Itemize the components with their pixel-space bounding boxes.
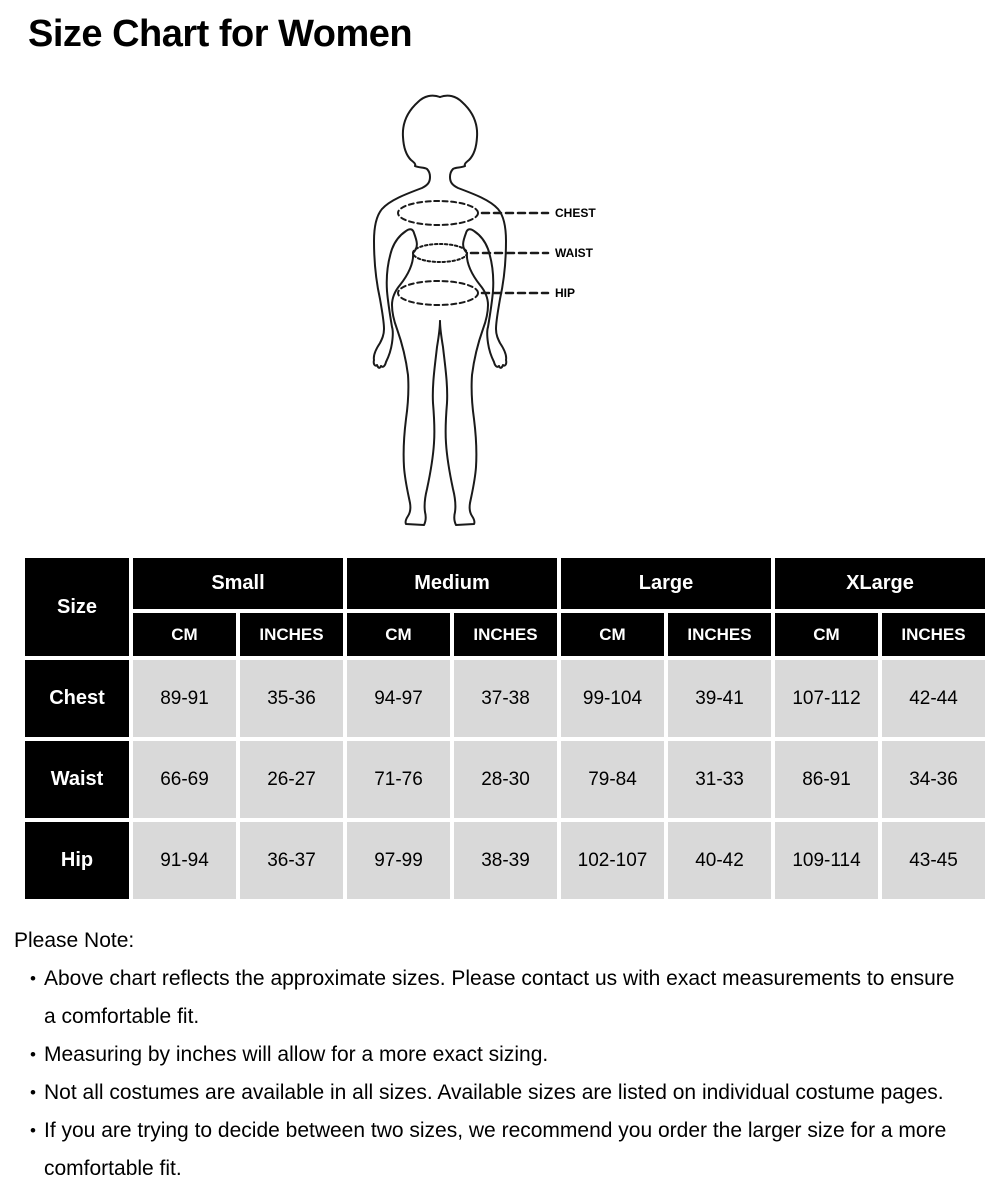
cell-chest-large-cm: 99-104 [561, 660, 664, 737]
cell-chest-xlarge-cm: 107-112 [775, 660, 878, 737]
cell-hip-medium-inches: 38-39 [454, 822, 557, 899]
note-item-1 [14, 960, 960, 1036]
chest-ellipse [398, 201, 478, 225]
size-group-header-medium: Medium [347, 558, 557, 609]
bullet-icon: • [30, 1083, 36, 1102]
cell-hip-large-cm: 102-107 [561, 822, 664, 899]
unit-header-small-inches: INCHES [240, 613, 343, 656]
notes-section [14, 922, 960, 1188]
cell-hip-medium-cm: 97-99 [347, 822, 450, 899]
unit-header-xlarge-inches: INCHES [882, 613, 985, 656]
unit-header-xlarge-cm: CM [775, 613, 878, 656]
notes-heading: Please Note: [14, 929, 135, 952]
size-group-header-row [25, 558, 985, 609]
bullet-icon: • [30, 969, 36, 988]
table-row-chest [25, 660, 985, 737]
size-chart-table [21, 554, 989, 903]
body-outline [374, 96, 440, 525]
size-corner-header: Size [25, 558, 129, 656]
unit-header-medium-cm: CM [347, 613, 450, 656]
note-text: Above chart reflects the approximate sizes. Please contact us with exact measurements to ensure a comfortable fit. [44, 967, 955, 1028]
bullet-icon: • [30, 1121, 36, 1140]
cell-chest-medium-cm: 94-97 [347, 660, 450, 737]
chest-label: CHEST [555, 206, 596, 220]
hip-ellipse [398, 281, 478, 305]
cell-waist-xlarge-inches: 34-36 [882, 741, 985, 818]
row-header-chest: Chest [25, 660, 129, 737]
size-group-header-large: Large [561, 558, 771, 609]
table-row-hip [25, 822, 985, 899]
cell-waist-medium-inches: 28-30 [454, 741, 557, 818]
cell-chest-xlarge-inches: 42-44 [882, 660, 985, 737]
note-item-4 [14, 1112, 960, 1188]
cell-chest-medium-inches: 37-38 [454, 660, 557, 737]
waist-label: WAIST [555, 246, 593, 260]
waist-ellipse [413, 244, 467, 262]
table-row-waist [25, 741, 985, 818]
page-title: Size Chart for Women [28, 13, 413, 55]
cell-hip-small-inches: 36-37 [240, 822, 343, 899]
cell-chest-small-cm: 89-91 [133, 660, 236, 737]
note-text: Measuring by inches will allow for a more exact sizing. [44, 1043, 549, 1066]
body-measurement-diagram [340, 85, 650, 550]
cell-waist-xlarge-cm: 86-91 [775, 741, 878, 818]
body-outline-mirror [440, 96, 506, 525]
cell-chest-small-inches: 35-36 [240, 660, 343, 737]
cell-hip-xlarge-inches: 43-45 [882, 822, 985, 899]
unit-header-large-inches: INCHES [668, 613, 771, 656]
bullet-icon: • [30, 1045, 36, 1064]
row-header-waist: Waist [25, 741, 129, 818]
unit-header-medium-inches: INCHES [454, 613, 557, 656]
note-item-3 [14, 1074, 960, 1112]
note-text: If you are trying to decide between two sizes, we recommend you order the larger size for a more comfortable fit. [44, 1119, 947, 1180]
cell-waist-small-cm: 66-69 [133, 741, 236, 818]
cell-hip-xlarge-cm: 109-114 [775, 822, 878, 899]
cell-waist-medium-cm: 71-76 [347, 741, 450, 818]
unit-header-large-cm: CM [561, 613, 664, 656]
size-group-header-small: Small [133, 558, 343, 609]
cell-chest-large-inches: 39-41 [668, 660, 771, 737]
note-text: Not all costumes are available in all sizes. Available sizes are listed on individual costume pages. [44, 1081, 944, 1104]
size-group-header-xlarge: XLarge [775, 558, 985, 609]
note-item-2 [14, 1036, 960, 1074]
unit-header-small-cm: CM [133, 613, 236, 656]
cell-waist-large-inches: 31-33 [668, 741, 771, 818]
cell-hip-small-cm: 91-94 [133, 822, 236, 899]
unit-header-row [25, 613, 985, 656]
cell-hip-large-inches: 40-42 [668, 822, 771, 899]
row-header-hip: Hip [25, 822, 129, 899]
cell-waist-small-inches: 26-27 [240, 741, 343, 818]
cell-waist-large-cm: 79-84 [561, 741, 664, 818]
hip-label: HIP [555, 286, 576, 300]
